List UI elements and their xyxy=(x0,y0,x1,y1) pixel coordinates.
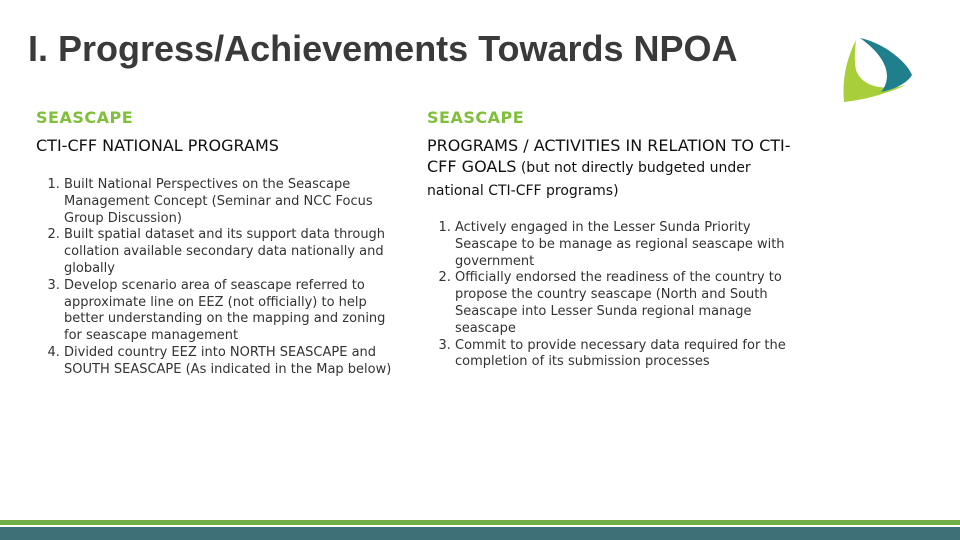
list-item: 1. Actively engaged in the Lesser Sunda Priority Seascape to be manage as regional seascape with government xyxy=(455,220,797,270)
related-activities-list xyxy=(427,220,797,371)
left-kicker: SEASCAPE xyxy=(36,108,134,127)
related-activities-column xyxy=(427,108,797,371)
right-kicker: SEASCAPE xyxy=(427,108,525,127)
logo-icon xyxy=(836,30,916,105)
national-programs-column xyxy=(36,108,406,379)
footer-green-bar xyxy=(0,520,960,525)
national-programs-list xyxy=(36,177,406,379)
footer-teal-bar xyxy=(0,527,960,540)
page-title: I. Progress/Achievements Towards NPOA xyxy=(28,28,738,69)
list-item: 3. Develop scenario area of seascape referred to approximate line on EEZ (not officially) to help better understanding on the mapping and zoning for seascape management xyxy=(64,278,406,345)
right-heading-note: (but not directly budgeted under national CTI-CFF programs) xyxy=(427,160,751,199)
left-heading: CTI-CFF NATIONAL PROGRAMS xyxy=(36,136,279,155)
right-heading xyxy=(427,135,797,202)
list-item: 1. Built National Perspectives on the Seascape Management Concept (Seminar and NCC Focus Group Discussion) xyxy=(64,177,406,227)
list-item: 4. Divided country EEZ into NORTH SEASCAPE and SOUTH SEASCAPE (As indicated in the Map below) xyxy=(64,345,406,379)
right-heading-text: PROGRAMS / ACTIVITIES IN RELATION TO CTI-CFF GOALS xyxy=(427,136,791,176)
list-item: 3. Commit to provide necessary data required for the completion of its submission processes xyxy=(455,338,797,372)
list-item: 2. Officially endorsed the readiness of the country to propose the country seascape (North and South Seascape into Lesser Sunda regional manage seascape xyxy=(455,270,797,337)
list-item: 2. Built spatial dataset and its support data through collation available secondary data nationally and globally xyxy=(64,227,406,277)
